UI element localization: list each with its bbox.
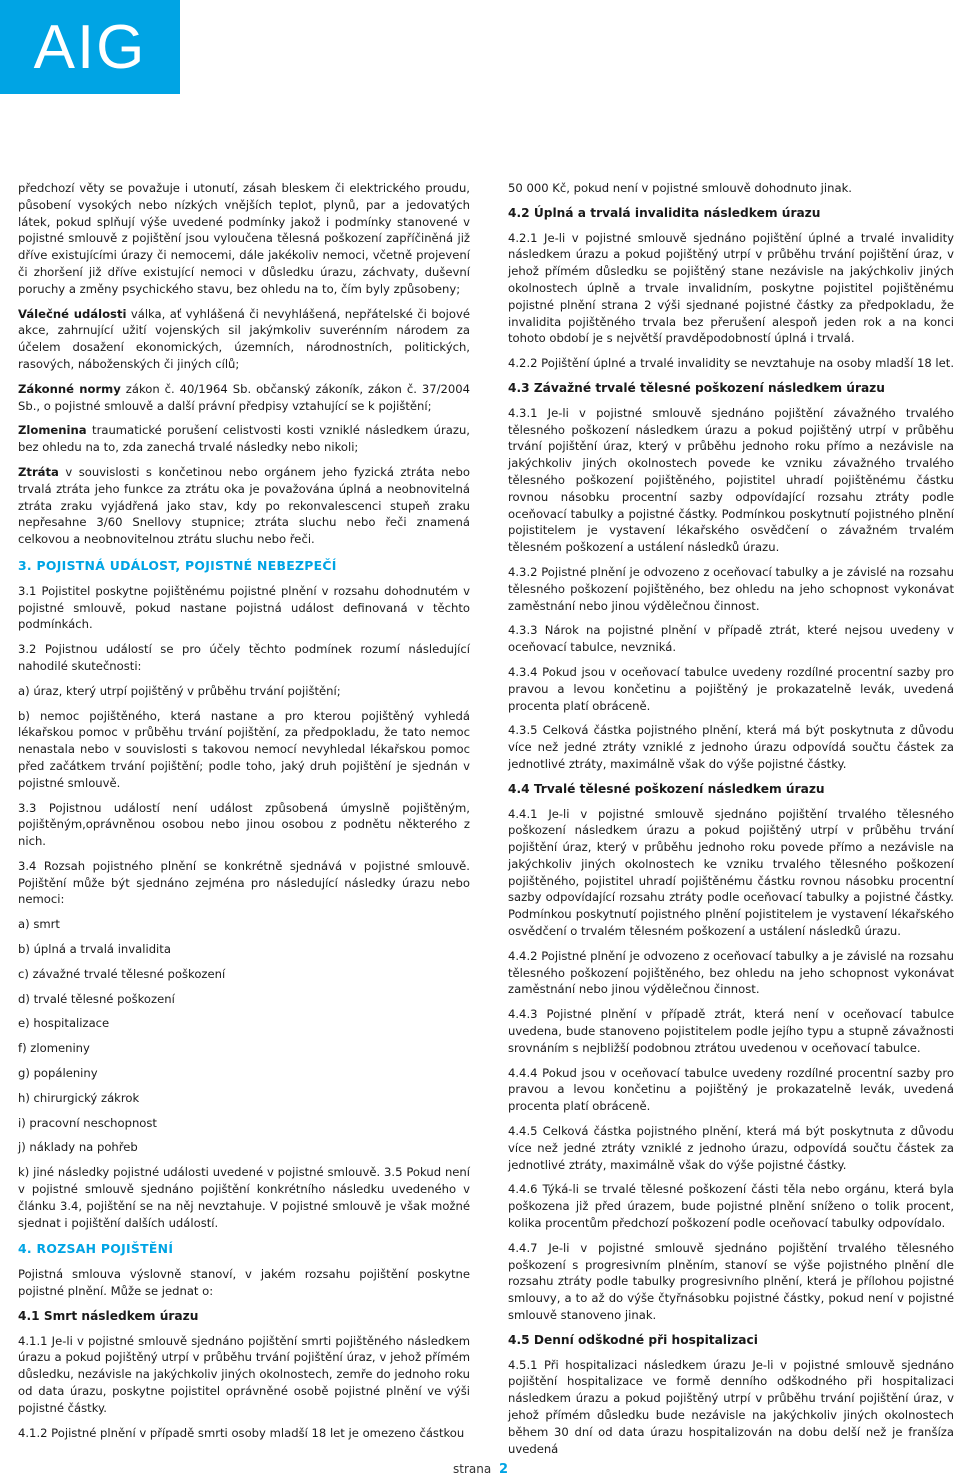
- paragraph: b) úplná a trvalá invalidita: [18, 942, 171, 957]
- subsection-heading: 4.1 Smrt následkem úrazu: [18, 1308, 199, 1323]
- paragraph: 4.3.5 Celková částka pojistného plnění, která má být poskytnuta z důvodu více než jedné ztráty vzniklé z jednoho úrazu odpovídá součtu částek za jednotlivé ztráty, maximálně však do výše pojistné částky.: [508, 723, 954, 771]
- definition-text: zákon č. 40/1964 Sb. občanský zákoník, zákon č. 37/2004 Sb., o pojistné smlouvě a další právní předpisy vztahující se k pojištění;: [18, 381, 470, 413]
- definition-term: Zákonné normy: [18, 381, 121, 396]
- section-heading: 3. POJISTNÁ UDÁLOST, POJISTNÉ NEBEZPEČÍ: [18, 557, 337, 573]
- paragraph: e) hospitalizace: [18, 1016, 110, 1031]
- paragraph: d) trvalé tělesné poškození: [18, 991, 175, 1006]
- paragraph: h) chirurgický zákrok: [18, 1090, 140, 1105]
- paragraph: 4.3.1 Je-li v pojistné smlouvě sjednáno pojištění závažného trvalého tělesného poškození následkem úrazu a pokud pojištěný utrpí v průběhu trvání pojištění úraz, který v průběhu jednoho roku přímo a nezávisle na jakýchkoliv jiných okolnostech povede ke vzniku závažného trvalého tělesného poškození pojištěného, pojistitel uhradí pojištěnému částku rovnou násobku procentní sazby odpovídající rozsahu ztráty podle oceňovací tabulky a pojistné částky. Podmínkou poskytnutí pojistného plnění pojistitelem je vystavení lékařského osvědčení o závažném trvalém tělesném poškození a ustálení následků úrazu.: [508, 405, 954, 555]
- definition-text: traumatické porušení celistvosti kosti vzniklé následkem úrazu, bez ohledu na to, zda zanechá trvalé následky nebo nikoli;: [18, 423, 470, 455]
- paragraph: 3.1 Pojistitel poskytne pojištěnému pojistné plnění v rozsahu dohodnutém v pojistné smlouvě, pokud nastane pojistná událost definovaná v těchto podmínkách.: [18, 583, 470, 632]
- paragraph: 4.1.2 Pojistné plnění v případě smrti osoby mladší 18 let je omezeno částkou: [18, 1425, 465, 1440]
- definition-paragraph: [18, 306, 470, 373]
- paragraph: k) jiné následky pojistné události uvedené v pojistné smlouvě. 3.5 Pokud není v pojistné smlouvě sjednáno pojištění konkrétního následku uvedeného v článku 3.4, pojištění se na něj nevztahuje. V pojistné smlouvě je však možné sjednat i pojištění dalších událostí.: [18, 1165, 470, 1230]
- paragraph: 3.4 Rozsah pojistného plnění se konkrétně sjednává v pojistné smlouvě. Pojištění může být sjednáno zejména pro následující následky úrazu nebo nemoci:: [18, 858, 470, 907]
- paragraph: 4.4.1 Je-li v pojistné smlouvě sjednáno pojištění trvalého tělesného poškození následkem úrazu a pokud pojištěný utrpí v průběhu trvání pojištění úraz, který v průběhu jednoho roku povede přímo a nezávisle na jakýchkoliv jiných okolnostech ke vzniku trvalého tělesného poškození pojištěného, pojistitel uhradí pojištěnému částku rovnou násobku procentní sazby odpovídající rozsahu ztráty podle oceňovací tabulky a pojistné částky. Podmínkou poskytnutí pojistného plnění pojistitelem je vystavení lékařského osvědčení o trvalém tělesném poškození a ustálení následků úrazu.: [508, 806, 954, 939]
- paragraph: g) popáleniny: [18, 1066, 98, 1081]
- paragraph: 4.2.1 Je-li v pojistné smlouvě sjednáno pojištění úplné a trvalé invalidity následkem úrazu a pokud pojištěný utrpí v průběhu trvání pojištění úraz, v jehož přímém důsledku se pojištěný stane nezávisle na jakýchkoliv jiných okolnostech úplně a trvale invalidním, poskytne pojistitel pojištěnému pojistné plnění strana 2 výši sjednané pojistné částky za předpokladu, že invalidita pojištěného trvala bez přerušení alespoň jeden rok a na konci tohoto období je s největší pravděpodobností úplná i trvalá.: [508, 230, 954, 346]
- paragraph: 3.2 Pojistnou událostí se pro účely těchto podmínek rozumí následující nahodilé skutečnosti:: [18, 642, 470, 673]
- page-footer: [453, 1462, 508, 1477]
- paragraph: a) úraz, který utrpí pojištěný v průběhu trvání pojištění;: [18, 683, 341, 698]
- paragraph: i) pracovní neschopnost: [18, 1115, 157, 1130]
- paragraph: c) závažné trvalé tělesné poškození: [18, 966, 226, 981]
- paragraph: 4.3.2 Pojistné plnění je odvozeno z oceňovací tabulky a je závislé na rozsahu tělesného poškození pojištěného, bez ohledu na jeho schopnost vykonávat zaměstnání nebo jinou výdělečnou činnost.: [508, 564, 954, 613]
- paragraph: b) nemoc pojištěného, která nastane a pro kterou pojištěný vyhledá lékařskou pomoc v průběhu trvání pojištění, za předpokladu, že tato nemoc nenastala nebo v souvislosti s takovou nemocí nevyhledal lékařskou pomoc před začátkem trvání pojištění; podle toho, jaký druh pojištění je sjednán v pojistné smlouvě.: [18, 708, 470, 790]
- subsection-heading: 4.3 Závažné trvalé tělesné poškození následkem úrazu: [508, 380, 885, 395]
- definition-term: Zlomenina: [18, 423, 87, 438]
- paragraph: 4.4.7 Je-li v pojistné smlouvě sjednáno pojištění trvalého tělesného poškození s progresivním plněním, stanoví se výše pojistného plnění dle rozsahu ztráty podle tabulky progresivního plnění, která je přílohou pojistné smlouvy, a to až do výše čtyřnásobku pojistné částky, pokud není v pojistné smlouvě stanoveno jinak.: [508, 1240, 954, 1323]
- paragraph: 4.2.2 Pojištění úplné a trvalé invalidity se nevztahuje na osoby mladší 18 let.: [508, 356, 955, 371]
- paragraph: Pojistná smlouva výslovně stanoví, v jakém rozsahu pojištění poskytne pojistné plnění. Může se jednat o:: [18, 1267, 470, 1299]
- paragraph: 4.4.5 Celková částka pojistného plnění, která má být poskytnuta z důvodu více než jedné ztráty vzniklé z jednoho úrazu, odpovídá součtu částek za jednotlivé ztráty, maximálně však do výše pojistné částky.: [508, 1124, 954, 1172]
- definition-term: Ztráta: [18, 464, 59, 479]
- paragraph: 3.3 Pojistnou událostí není událost způsobená úmyslně pojištěným, pojištěným,oprávněnou osobou nebo jinou osobou z podnětu některého z nich.: [18, 800, 470, 849]
- definition-paragraph: [18, 381, 470, 415]
- subsection-heading: 4.5 Denní odškodné při hospitalizaci: [508, 1332, 758, 1347]
- definition-paragraph: [18, 422, 470, 456]
- paragraph: f) zlomeniny: [18, 1041, 90, 1056]
- section-heading: 4. ROZSAH POJIŠTĚNÍ: [18, 1241, 174, 1257]
- paragraph: 4.4.4 Pokud jsou v oceňovací tabulce uvedeny rozdílné procentní sazby pro pravou a levou končetinu a pojištěný je prokazatelně levák, uvedená procenta platí obráceně.: [508, 1065, 954, 1114]
- definition-text: v souvislosti s končetinou nebo orgánem jeho fyzická ztráta nebo trvalá ztráta jeho funkce za ztrátu oka je považována úplná a neobnovitelná ztráta zraku vyjádřená jako stav, kdy po rekonvalescenci stupeň zraku nepřesahne 3/60 Snellovy stupnice; ztráta sluchu nebo řeči znamená celkovou a neobnovitelnou ztrátu sluchu nebo řeči.: [18, 464, 470, 547]
- paragraph: a) smrt: [18, 917, 60, 932]
- subsection-heading: 4.4 Trvalé tělesné poškození následkem úrazu: [508, 781, 825, 796]
- paragraph: 4.4.2 Pojistné plnění je odvozeno z oceňovací tabulky a je závislé na rozsahu tělesného poškození pojištěného, bez ohledu na jeho schopnost vykonávat zaměstnání nebo jinou výdělečnou činnost.: [508, 948, 954, 997]
- paragraph: 4.4.3 Pojistné plnění v případě ztrát, která není v oceňovací tabulce uvedena, bude stanoveno pojistitelem podle jejího typu a stupně závažnosti srovnáním s nejbližší podobnou ztrátou uvedenou v oceňovací tabulce.: [508, 1007, 954, 1055]
- paragraph: 4.4.6 Týká-li se trvalé tělesné poškození části těla nebo orgánu, která byla poškozena již před úrazem, bude pojistné plnění sníženo o tolik procent, kolika procentům předchozí poškození podle oceňovací tabulky odpovídalo.: [508, 1182, 954, 1231]
- paragraph: předchozí věty se považuje i utonutí, zásah bleskem či elektrického proudu, působení vysokých nebo nízkých vnějších teplot, plynů, par a jedovatých látek, pokud splňují výše uvedené podmínky jakož i podmínky stanovené v pojistné smlouvě z pojištění jsou vyloučena tělesná poškození zapříčiněná již dříve existujícími úrazy či nemocemi, dále jakékoliv nemoci, včetně projevení či zhoršení již dříve existující nemoci v důsledku úrazu, záchvaty, duševní poruchy a změny psychického stavu, bez ohledu na to, čím byly způsobeny;: [18, 181, 470, 296]
- subsection-heading: 4.2 Úplná a trvalá invalidita následkem úrazu: [508, 205, 821, 220]
- page-label: strana: [453, 1462, 492, 1476]
- left-column: [18, 180, 470, 1449]
- paragraph: 4.5.1 Při hospitalizaci následkem úrazu Je-li v pojistné smlouvě sjednáno pojištění hospitalizace ve formě denního odškodného při hospitalizaci následkem úrazu a pokud pojištěný utrpí v průběhu trvání pojištění úraz, v jehož přímém důsledku bude nezávisle na jakýchkoliv jiných okolnostech během 30 dní od data úrazu hospitalizován na dobu delší než je franšíza uvedená: [508, 1357, 954, 1456]
- definition-text: válka, ať vyhlášená či nevyhlášená, nepřátelské či bojové akce, zahrnující užití vojenských sil jakýmkoliv suverénním národem za účelem dosažení ekonomických, územních, národnostních, politických, rasových, náboženských či jiných cílů;: [18, 306, 470, 371]
- paragraph: 4.3.4 Pokud jsou v oceňovací tabulce uvedeny rozdílné procentní sazby pro pravou a levou končetinu a pojištěný je prokazatelně levák, uvedená procenta platí obráceně.: [508, 664, 954, 713]
- logo-text: AIG: [33, 12, 147, 82]
- paragraph: 4.1.1 Je-li v pojistné smlouvě sjednáno pojištění smrti pojištěného následkem úrazu a pokud pojištěný utrpí v průběhu trvání pojištění úraz, v jehož přímém důsledku, nezávisle na jakýchkoliv jiných okolnostech, zemře do jednoho roku od data úrazu, poskytne pojistitel oprávněné osobě pojistné plnění ve výši pojistné částky.: [18, 1333, 470, 1415]
- definition-term: Válečné události: [18, 306, 127, 321]
- right-column: [508, 180, 954, 1465]
- definition-paragraph: [18, 464, 470, 548]
- page-number: 2: [499, 1462, 509, 1477]
- aig-logo: [0, 0, 180, 94]
- paragraph: 50 000 Kč, pokud není v pojistné smlouvě dohodnuto jinak.: [508, 181, 852, 195]
- paragraph: 4.3.3 Nárok na pojistné plnění v případě ztrát, které nejsou uvedeny v oceňovací tabulce, nevzniká.: [508, 623, 954, 655]
- paragraph: j) náklady na pohřeb: [18, 1140, 138, 1155]
